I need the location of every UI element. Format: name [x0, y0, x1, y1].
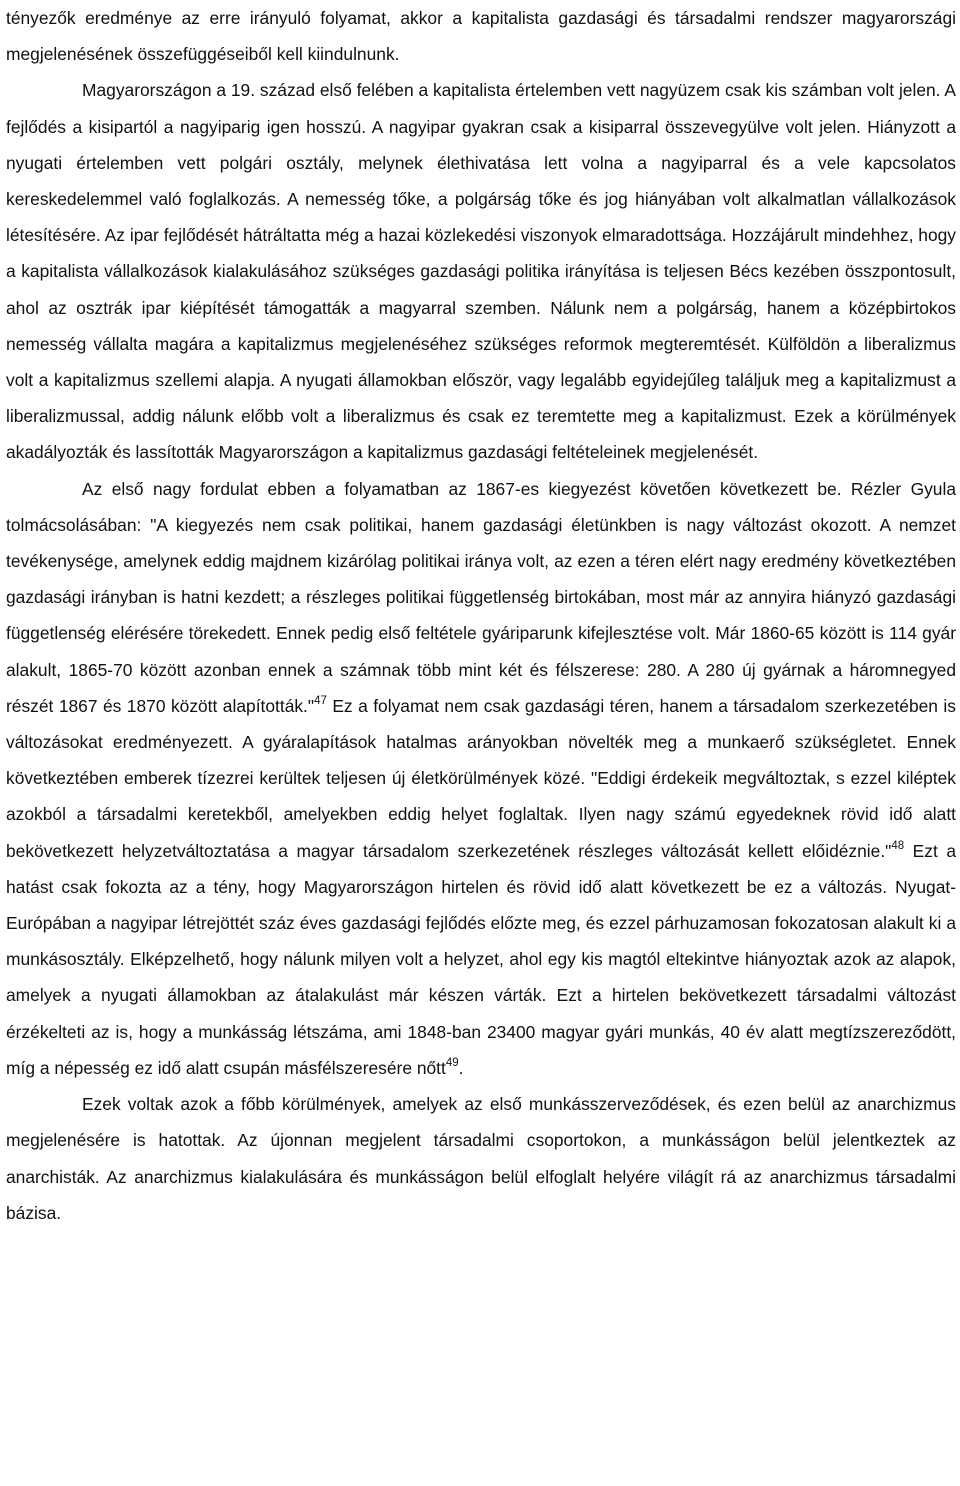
paragraph-text: Ezt a hatást csak fokozta az a tény, hogy Magyarországon hirtelen és rövid idő alatt következett be ez a változás. Nyugat- Európában a nagyipar létrejöttét száz éves gazdasági fejlődés előzte meg, és ezzel párhuzamosan fokozatosan alakult ki a munkásosztály. Elképzelhető, hogy nálunk milyen volt a helyzet, ahol egy kis magtól eltekintve hiányoztak azok az alapok, amelyek a nyugati államokban az átalakulást már készen várták. Ezt a hirtelen bekövetkezett társadalmi változást érzékelteti az is, hogy a munkásság létszáma, ami 1848-ban 23400 magyar gyári munkás, 40 év alatt megtízszereződött, míg a népesség ez idő alatt csupán másfélszeresére nőtt	[6, 840, 956, 1078]
paragraph-text: Magyarországon a 19. század első felében a kapitalista értelemben vett nagyüzem csak kis számban volt jelen. A fejlődés a kisipartól a nagyiparig igen hosszú. A nagyipar gyakran csak a kisiparral összevegyülve volt jelen. Hiányzott a nyugati értelemben vett polgári osztály, melynek élethivatása lett volna a nagyiparral és a vele kapcsolatos kereskedelemmel való foglalkozás. A nemesség tőke, a polgárság tőke és jog hiányában volt alkalmatlan vállalkozások létesítésére. Az ipar fejlődését hátráltatta még a hazai közlekedési viszonyok elmaradottsága. Hozzájárult mindehhez, hogy a kapitalista vállalkozások kialakulásához szükséges gazdasági politika irányítása is teljesen Bécs kezében összpontosult, ahol az osztrák ipar kiépítését támogatták a magyarral szemben. Nálunk nem a polgárság, hanem a középbirtokos nemesség vállalta magára a kapitalizmus megjelenéséhez szükséges reformok megteremtését. Külföldön a liberalizmus volt a kapitalizmus szellemi alapja. A nyugati államokban először, vagy legalább egyidejűleg találjuk meg a kapitalizmust a liberalizmussal, addig nálunk előbb volt a liberalizmus és csak ez teremtette meg a kapitalizmust. Ezek a körülmények akadályozták és lassították Magyarországon a kapitalizmus gazdasági feltételeinek megjelenését.	[6, 80, 956, 463]
paragraph	[6, 72, 956, 470]
footnote-reference[interactable]: 49	[445, 1057, 459, 1070]
paragraph-text: Az első nagy fordulat ebben a folyamatban az 1867-es kiegyezést követően következett be. Rézler Gyula tolmácsolásában: "A kiegyezés nem csak politikai, hanem gazdasági életünkben is nagy változást okozott. A nemzet tevékenysége, amelynek eddig majdnem kizárólag politikai iránya volt, az ezen a téren elért nagy eredmény következtében gazdasági irányban is hatni kezdett; a részleges politikai függetlenség birtokában, most már az annyira hiányzó gazdasági függetlenség elérésére törekedett. Ennek pedig első feltétele gyáriparunk kifejlesztése volt. Már 1860-65 között is 114 gyár alakult, 1865-70 között azonban ennek a számnak több mint két és félszerese: 280. A 280 új gyárnak a háromnegyed részét 1867 és 1870 között alapították."	[6, 478, 956, 716]
paragraph	[6, 471, 956, 1086]
footnote-reference[interactable]: 47	[314, 695, 327, 708]
paragraph-text: Ezek voltak azok a főbb körülmények, amelyek az első munkásszerveződések, és ezen belül az anarchizmus megjelenésére is hatottak. Az újonnan megjelent társadalmi csoportokon, a munkásságon belül jelentkeztek az anarchisták. Az anarchizmus kialakulására és munkásságon belül elfoglalt helyére világít rá az anarchizmus társadalmi bázisa.	[6, 1094, 956, 1223]
paragraph-text: Ez a folyamat nem csak gazdasági téren, hanem a társadalom szerkezetében is változásokat eredményezett. A gyáralapítások hatalmas arányokban növelték meg a munkaerő szükségletet. Ennek következtében emberek tízezrei kerültek teljesen új életkörülmények közé. "Eddigi érdekeik megváltoztak, s ezzel kiléptek azokból a társadalmi keretekből, amelyekben eddig helyet foglaltak. Ilyen nagy számú egyedeknek rövid idő alatt bekövetkezett helyzetváltoztatása a magyar társadalom szerkezetének részleges változását kellett előidéznie."	[6, 695, 956, 861]
paragraph	[6, 1086, 956, 1231]
paragraph	[6, 0, 956, 72]
paragraph-text: .	[458, 1057, 464, 1078]
footnote-reference[interactable]: 48	[891, 839, 905, 852]
document-page	[6, 0, 956, 1231]
paragraph-text: tényezők eredménye az erre irányuló folyamat, akkor a kapitalista gazdasági és társadalmi rendszer magyarországi megjelenésének összefüggéseiből kell kiindulnunk.	[6, 8, 956, 65]
